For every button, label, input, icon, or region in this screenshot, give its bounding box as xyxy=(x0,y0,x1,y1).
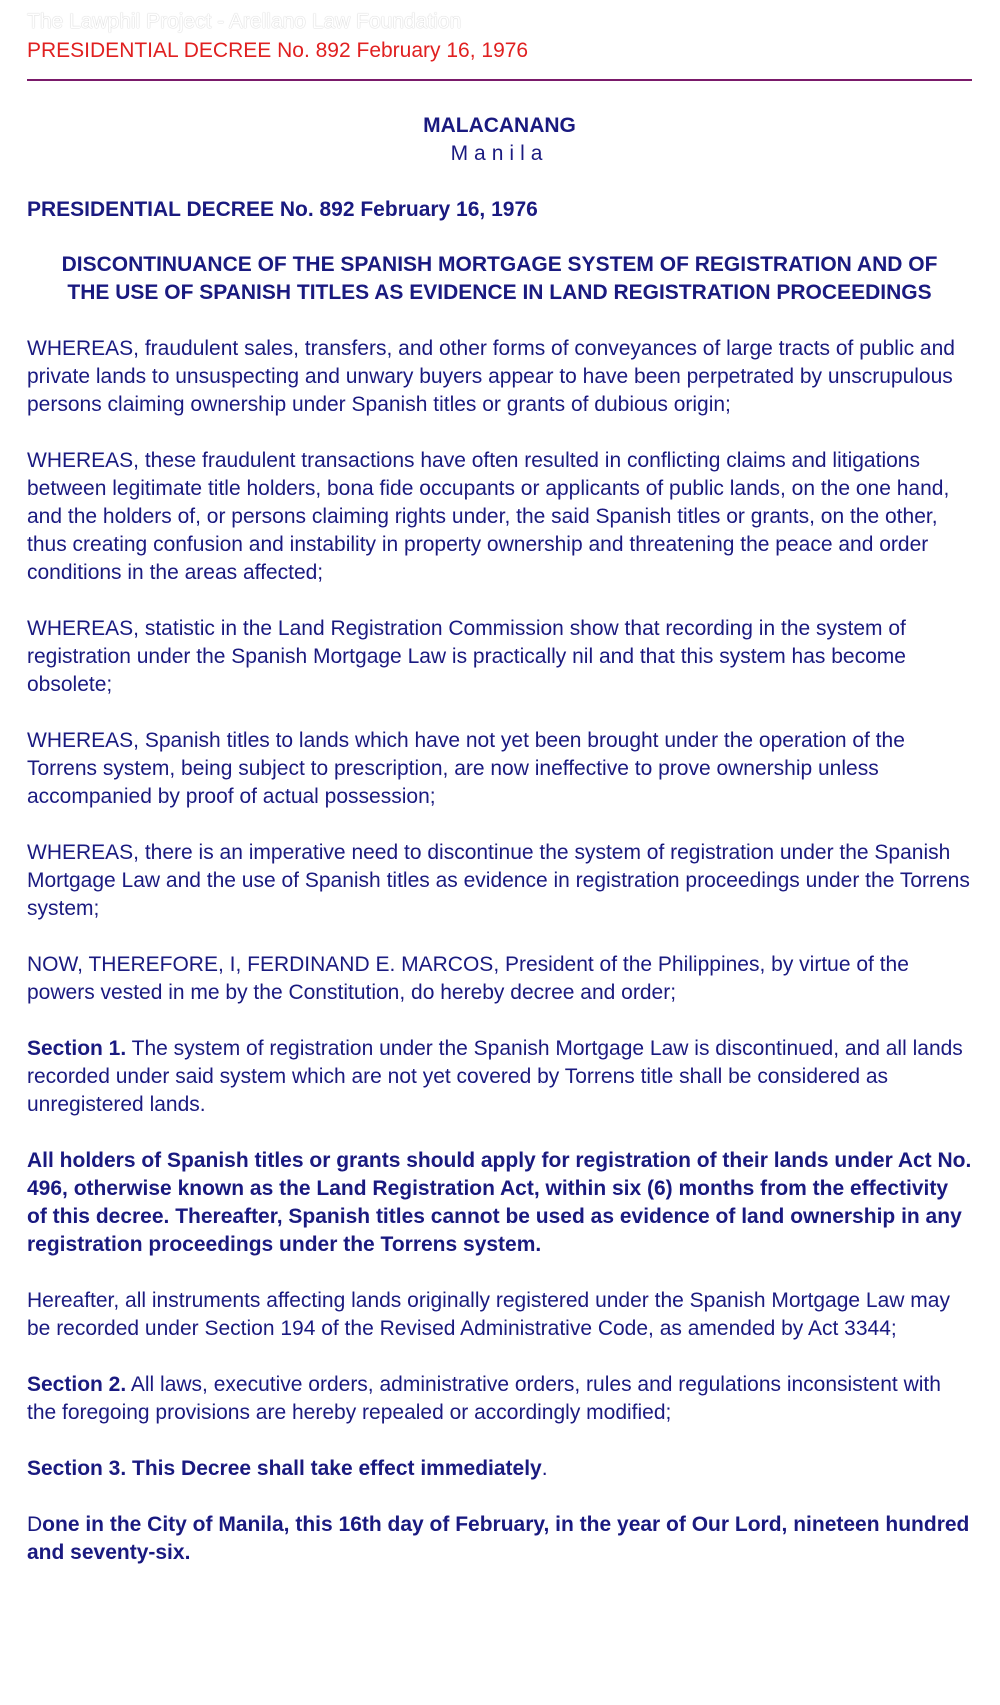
decree-subject: DISCONTINUANCE OF THE SPANISH MORTGAGE SYSTEM OF REGISTRATION AND OF THE USE OF SPANISH TITLES AS EVIDENCE IN LAND REGISTRATION PROCEEDINGS xyxy=(61,253,938,304)
done-first-letter: D xyxy=(27,1513,43,1536)
decree-title: PRESIDENTIAL DECREE No. 892 February 16, 1976 xyxy=(27,198,538,221)
document-body xyxy=(27,112,972,1567)
now-therefore-clause: NOW, THEREFORE, I, FERDINAND E. MARCOS, President of the Philippines, by virtue of the powers vested in me by the Constitution, do hereby decree and order; xyxy=(27,953,909,1004)
section-2-text: All laws, executive orders, administrative orders, rules and regulations inconsistent with the foregoing provisions are hereby repealed or accordingly modified; xyxy=(27,1373,941,1424)
header-decree-title: PRESIDENTIAL DECREE No. 892 February 16, 1976 xyxy=(27,39,529,62)
whereas-clause-4: WHEREAS, Spanish titles to lands which have not yet been brought under the operation of the Torrens system, being subject to prescription, are now ineffective to prove ownership unless accompanied by proof of actual possession; xyxy=(27,729,905,808)
section-1-text: The system of registration under the Spanish Mortgage Law is discontinued, and all lands recorded under said system which are not yet covered by Torrens title shall be considered as unregistered lands. xyxy=(27,1037,963,1116)
hereafter-clause: Hereafter, all instruments affecting lands originally registered under the Spanish Mortgage Law may be recorded under Section 194 of the Revised Administrative Code, as amended by Act 3344; xyxy=(27,1289,950,1340)
whereas-clause-5: WHEREAS, there is an imperative need to discontinue the system of registration under the Spanish Mortgage Law and the use of Spanish titles as evidence in registration proceedings under the Torrens system; xyxy=(27,841,970,920)
header-divider xyxy=(27,79,972,81)
section-3 xyxy=(27,1455,972,1483)
office-city: Manila xyxy=(450,142,549,165)
section-1 xyxy=(27,1035,972,1119)
section-3-period: . xyxy=(541,1457,548,1480)
whereas-clause-2: WHEREAS, these fraudulent transactions have often resulted in conflicting claims and litigations between legitimate title holders, bona fide occupants or applicants of public lands, on the one hand, and the holders of, or persons claiming rights under, the said Spanish titles or grants, on the other, thus creating confusion and instability in property ownership and threatening the peace and order conditions in the areas affected; xyxy=(27,449,950,584)
section-1-label: Section 1. xyxy=(27,1037,127,1060)
section-2-label: Section 2. xyxy=(27,1373,127,1396)
done-clause xyxy=(27,1511,972,1567)
office-name: MALACANANG xyxy=(423,114,576,137)
section-1-requirement: All holders of Spanish titles or grants should apply for registration of their lands under Act No. 496, otherwise known as the Land Registration Act, within six (6) months from the effectivity of this decree. Thereafter, Spanish titles cannot be used as evidence of land ownership in any registration proceedings under the Torrens system. xyxy=(27,1149,972,1256)
section-3-text: Section 3. This Decree shall take effect immediately xyxy=(27,1457,542,1480)
site-title: The Lawphil Project - Arellano Law Foundation xyxy=(27,10,462,33)
section-2 xyxy=(27,1371,972,1427)
whereas-clause-1: WHEREAS, fraudulent sales, transfers, and other forms of conveyances of large tracts of public and private lands to unsuspecting and unwary buyers appear to have been perpetrated by unscrupulous persons claiming ownership under Spanish titles or grants of dubious origin; xyxy=(27,337,955,416)
whereas-clause-3: WHEREAS, statistic in the Land Registration Commission show that recording in the system of registration under the Spanish Mortgage Law is practically nil and that this system has become obsolete; xyxy=(27,617,906,696)
done-text: one in the City of Manila, this 16th day of February, in the year of Our Lord, nineteen hundred and seventy-six. xyxy=(27,1513,970,1564)
